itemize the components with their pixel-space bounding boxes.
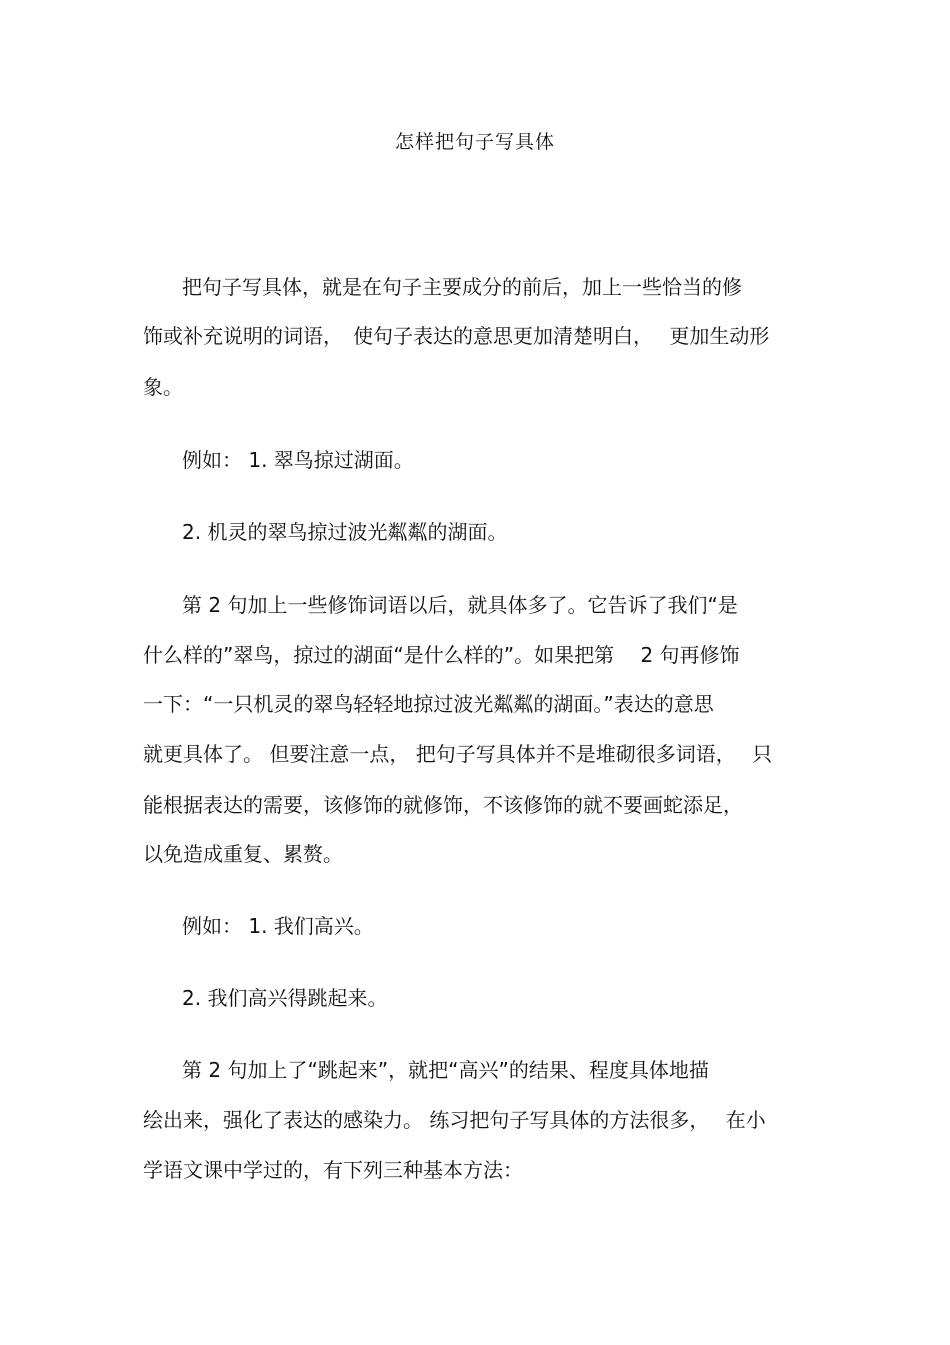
paragraph-line: 一下：“一只机灵的翠鸟轻轻地掠过波光粼粼的湖面。”表达的意思 <box>143 692 714 716</box>
paragraph-line: 什么样的”翠鸟，掠过的湖面“是什么样的”。如果把第 2 句再修饰 <box>143 643 740 667</box>
paragraph-line: 以免造成重复、累赘。 <box>143 842 343 866</box>
example-line: 例如： 1. 翠鸟掠过湖面。 <box>182 448 414 472</box>
example-line: 2. 我们高兴得跳起来。 <box>182 986 388 1010</box>
paragraph-line: 饰或补充说明的词语， 使句子表达的意思更加清楚明白， 更加生动形 <box>143 324 770 348</box>
example-line: 2. 机灵的翠鸟掠过波光粼粼的湖面。 <box>182 520 508 544</box>
page-title: 怎样把句子写具体 <box>394 131 555 153</box>
paragraph-line: 把句子写具体，就是在句子主要成分的前后，加上一些恰当的修 <box>182 275 742 299</box>
paragraph-line: 就更具体了。 但要注意一点， 把句子写具体并不是堆砌很多词语， 只 <box>143 742 773 766</box>
paragraph-line: 学语文课中学过的，有下列三种基本方法： <box>143 1158 523 1182</box>
example-line: 例如： 1. 我们高兴。 <box>182 914 374 938</box>
paragraph-line: 第 2 句加上一些修饰词语以后，就具体多了。它告诉了我们“是 <box>182 593 738 617</box>
paragraph-line: 绘出来，强化了表达的感染力。 练习把句子写具体的方法很多， 在小 <box>143 1108 766 1132</box>
paragraph-line: 第 2 句加上了“跳起来”，就把“高兴”的结果、程度具体地描 <box>182 1058 709 1082</box>
paragraph-line: 能根据表达的需要，该修饰的就修饰，不该修饰的就不要画蛇添足， <box>143 793 743 817</box>
paragraph-line: 象。 <box>143 375 183 399</box>
